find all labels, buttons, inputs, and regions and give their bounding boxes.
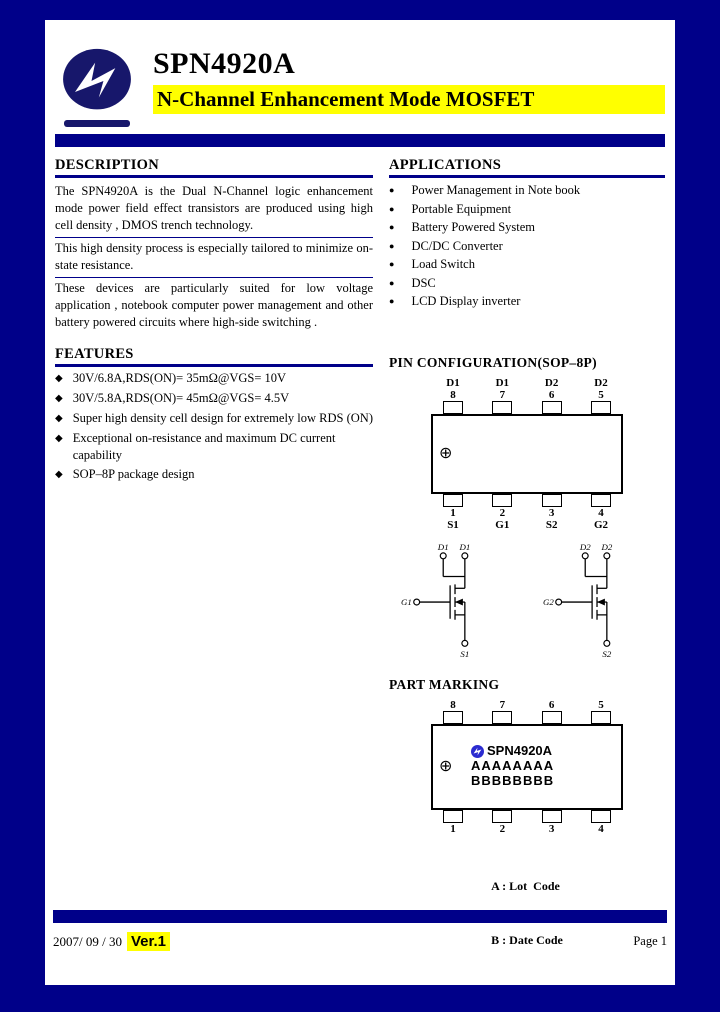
drain-label: D2 [579, 541, 591, 552]
pin-stub [542, 401, 562, 414]
pin-number: 6 [548, 388, 555, 401]
left-column [55, 151, 373, 985]
pin-stub [542, 711, 562, 724]
pin-label: D1 [446, 376, 460, 389]
gate-label: G1 [400, 596, 412, 607]
pin-number: 6 [548, 698, 555, 711]
chip-body [431, 724, 623, 810]
pin-stub-row-bottom [431, 810, 623, 823]
application-item [389, 274, 665, 293]
pin-stub [443, 810, 463, 823]
pin-stub [443, 711, 463, 724]
pin-label: S1 [447, 518, 459, 531]
pin-number: 5 [598, 388, 604, 401]
diamond-bullet-icon: ◆ [55, 412, 63, 424]
pin-number: 8 [450, 388, 456, 401]
mosfet-schematic-right [540, 541, 656, 669]
pin-stub [443, 494, 463, 507]
footer-date: 2007/ 09 / 30 [53, 933, 122, 949]
pin-stub [591, 810, 611, 823]
application-text: DC/DC Converter [411, 238, 503, 253]
gate-label: G2 [542, 596, 554, 607]
mosfet-schematic-left [398, 541, 514, 669]
feature-item [55, 430, 373, 464]
pin-stub [542, 810, 562, 823]
pin-configuration-heading: PIN CONFIGURATION(SOP–8P) [389, 354, 597, 370]
pin-stub [591, 401, 611, 414]
feature-item [55, 370, 373, 387]
company-logo-icon [60, 48, 134, 114]
feature-text: Exceptional on-resistance and maximum DC current capability [72, 430, 336, 462]
marking-lot-code: AAAAAAAA [471, 758, 555, 774]
application-text: Load Switch [411, 257, 475, 271]
dot-bullet-icon: ● [389, 222, 395, 232]
pin-stub [443, 401, 463, 414]
drain-label: D2 [601, 541, 613, 552]
pin-label: D1 [495, 376, 510, 389]
pin-number: 5 [598, 698, 604, 711]
pin-stub [591, 494, 611, 507]
application-text: Power Management in Note book [411, 183, 581, 197]
diamond-bullet-icon: ◆ [55, 392, 63, 404]
legend-date-code: B : Date Code [491, 932, 563, 947]
pin-number: 8 [450, 698, 456, 711]
application-text: Portable Equipment [411, 201, 512, 216]
pin-stub-row-top [431, 401, 623, 414]
marking-line1 [471, 744, 554, 759]
part-marking-diagram [431, 699, 623, 835]
pin-number: 2 [499, 822, 506, 835]
pin-label-row-top [431, 377, 623, 389]
application-item [389, 181, 665, 200]
footer-page-number: Page 1 [633, 934, 667, 948]
header [55, 48, 665, 127]
content-columns [55, 151, 665, 985]
part-number-title: SPN4920A [153, 47, 296, 80]
datasheet-page [45, 20, 675, 985]
pin-number-row-top [431, 699, 623, 711]
source-label: S1 [460, 648, 470, 659]
pin-label: D2 [594, 376, 608, 389]
feature-text: 30V/5.8A,RDS(ON)= 45mΩ@VGS= 4.5V [72, 390, 290, 405]
logo-caption-bar [64, 120, 130, 127]
marking-date-code: BBBBBBBB [471, 772, 555, 788]
feature-item [55, 466, 373, 483]
pin-stub [591, 711, 611, 724]
pin-label: G1 [495, 518, 510, 531]
pin1-marker-icon: ⊕ [439, 444, 453, 462]
description-paragraph: These devices are particularly suited for low voltage application , notebook computer power management and other battery powered circuits where high-side switching . [55, 281, 373, 329]
pin-number: 3 [548, 506, 555, 519]
pin-number: 7 [499, 698, 506, 711]
chip-body [431, 414, 623, 494]
footer [53, 932, 667, 951]
pin-number: 1 [450, 506, 456, 519]
pin-number: 4 [598, 822, 604, 835]
header-divider-bar [55, 134, 665, 147]
pin-stub [492, 494, 512, 507]
application-text: LCD Display inverter [411, 294, 521, 308]
dot-bullet-icon: ● [389, 296, 395, 306]
application-item [389, 218, 665, 237]
source-label: S2 [602, 648, 612, 659]
diamond-bullet-icon: ◆ [55, 373, 63, 384]
marking-logo-icon [471, 745, 484, 758]
pin-label: D2 [544, 376, 559, 389]
legend-lot-code: A : Lot Code [491, 878, 560, 893]
pin-number: 7 [499, 388, 506, 401]
pin-stub [492, 401, 512, 414]
pin-stub [492, 810, 512, 823]
company-logo [55, 48, 139, 127]
pin-stub-row-bottom [431, 494, 623, 507]
pin-number-row-top [431, 389, 623, 401]
footer-divider-bar [53, 910, 667, 923]
pin-number: 1 [450, 822, 456, 835]
right-column [373, 151, 665, 985]
feature-item [55, 390, 373, 407]
dot-bullet-icon: ● [389, 185, 395, 195]
application-item [389, 292, 665, 311]
footer-version-badge: Ver.1 [127, 932, 170, 951]
page-footer-area [53, 903, 667, 951]
application-item [389, 237, 665, 256]
application-text: DSC [411, 275, 436, 290]
dot-bullet-icon: ● [389, 259, 395, 269]
description-paragraph: The SPN4920A is the Dual N-Channel logic enhancement mode power field effect transistors are produced using high cell density , DMOS trench technology. [55, 181, 373, 238]
pin1-marker-icon: ⊕ [439, 757, 453, 775]
application-item [389, 255, 665, 274]
device-subtitle: N-Channel Enhancement Mode MOSFET [153, 85, 665, 114]
description-paragraph: This high density process is especially tailored to minimize on-state resistance. [55, 238, 373, 278]
marking-part-number: SPN4920A [487, 743, 553, 759]
pin-label-row-bottom [431, 519, 623, 531]
pin-number: 2 [499, 506, 506, 519]
dot-bullet-icon: ● [389, 240, 395, 251]
diamond-bullet-icon: ◆ [55, 469, 63, 481]
pin-label: G2 [593, 518, 609, 531]
feature-text: 30V/6.8A,RDS(ON)= 35mΩ@VGS= 10V [72, 371, 287, 385]
application-item [389, 200, 665, 219]
feature-text: SOP–8P package design [72, 467, 195, 482]
drain-label: D1 [437, 541, 449, 552]
pin-number-row-bottom [431, 823, 623, 835]
part-marking-heading: PART MARKING [389, 676, 500, 692]
feature-text: Super high density cell design for extremely low RDS (ON) [72, 410, 373, 425]
application-text: Battery Powered System [411, 220, 536, 234]
dot-bullet-icon: ● [389, 203, 395, 214]
pin-number-row-bottom [431, 507, 623, 519]
pin-stub-row-top [431, 711, 623, 724]
diamond-bullet-icon: ◆ [55, 432, 63, 444]
pin-stub [492, 711, 512, 724]
features-heading: FEATURES [55, 346, 373, 367]
pin-stub [542, 494, 562, 507]
pin-configuration-diagram [431, 377, 623, 531]
title-block [153, 48, 665, 114]
drain-label: D1 [459, 541, 471, 552]
description-heading: DESCRIPTION [55, 157, 373, 178]
pin-label: S2 [545, 518, 558, 531]
applications-heading: APPLICATIONS [389, 157, 665, 178]
pin-number: 3 [548, 822, 555, 835]
pin-number: 4 [598, 506, 604, 519]
dot-bullet-icon: ● [389, 277, 395, 288]
schematic-symbols [389, 541, 665, 669]
marking-text-block [471, 744, 554, 789]
feature-item [55, 410, 373, 427]
